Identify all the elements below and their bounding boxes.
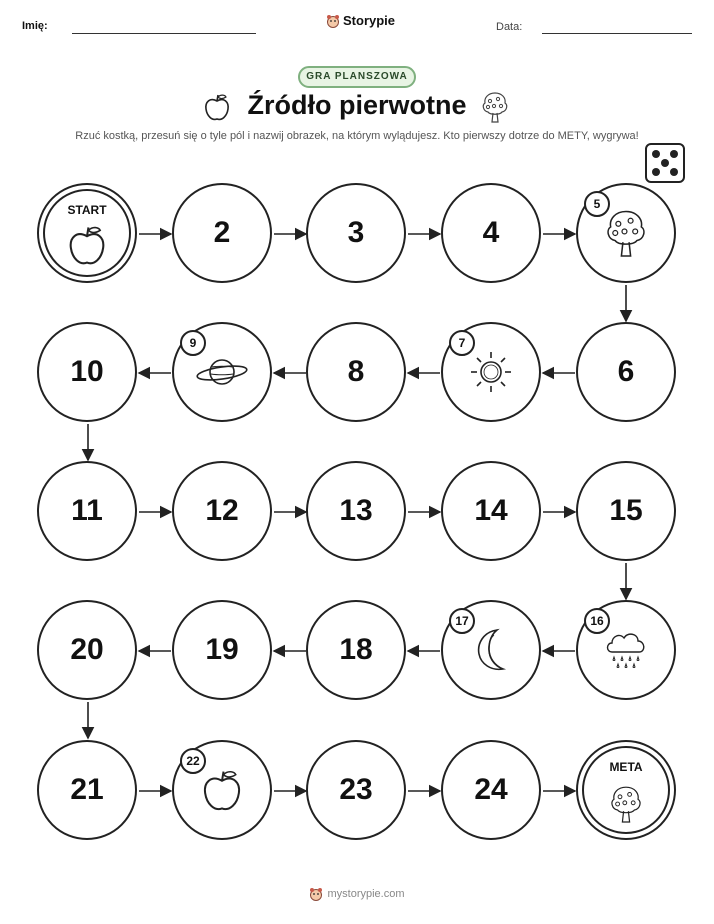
cell-18[interactable] — [306, 600, 406, 700]
date-label: Data: — [496, 21, 523, 33]
planet-icon — [195, 355, 249, 389]
cell-number: 14 — [474, 494, 508, 527]
cell-17[interactable] — [441, 600, 541, 700]
moon-icon — [469, 626, 513, 674]
cell-number: 20 — [70, 633, 104, 666]
cell-4[interactable] — [441, 183, 541, 283]
cell-11[interactable] — [37, 461, 137, 561]
cell-badge: 16 — [584, 608, 610, 634]
name-label: Imię: — [22, 20, 48, 32]
cell-14[interactable] — [441, 461, 541, 561]
cell-badge: 22 — [180, 748, 206, 774]
cell-number: 24 — [474, 773, 508, 806]
cell-16[interactable] — [576, 600, 676, 700]
cell-number: 11 — [71, 494, 103, 527]
cell-number: 12 — [205, 494, 239, 527]
cell-number: 2 — [213, 216, 231, 249]
brand-name: Storypie — [343, 13, 396, 28]
cell-21[interactable] — [37, 740, 137, 840]
cell-number: 8 — [347, 355, 365, 388]
cell-20[interactable] — [37, 600, 137, 700]
cell-badge: 5 — [584, 191, 610, 217]
page-title: Źródło pierwotne — [247, 90, 467, 120]
cell-9[interactable] — [172, 322, 272, 422]
footer — [0, 887, 714, 901]
start-label: START — [67, 203, 107, 217]
cell-15[interactable] — [576, 461, 676, 561]
sun-icon — [467, 348, 515, 396]
cell-3[interactable] — [306, 183, 406, 283]
cell-8[interactable] — [306, 322, 406, 422]
cell-10[interactable] — [37, 322, 137, 422]
finish-label: META — [609, 760, 643, 774]
cell-5[interactable] — [576, 183, 676, 283]
tree-icon — [608, 784, 644, 824]
cell-badge: 7 — [449, 330, 475, 356]
cell-badge: 17 — [449, 608, 475, 634]
mascot-icon — [309, 887, 323, 901]
cell-start[interactable] — [37, 183, 137, 283]
cell-number: 6 — [617, 355, 635, 388]
cell-19[interactable] — [172, 600, 272, 700]
cell-number: 10 — [70, 355, 104, 388]
instructions: Rzuć kostką, przesuń się o tyle pól i nazwij obrazek, na którym wylądujesz. Kto pierwszy dotrze do METY, wygrywa! — [75, 130, 639, 142]
cell-number: 15 — [609, 494, 643, 527]
cell-number: 23 — [339, 773, 373, 806]
cell-13[interactable] — [306, 461, 406, 561]
cell-2[interactable] — [172, 183, 272, 283]
cell-22[interactable] — [172, 740, 272, 840]
cell-number: 21 — [70, 773, 104, 806]
tree-icon — [603, 208, 649, 258]
cell-6[interactable] — [576, 322, 676, 422]
cell-24[interactable] — [441, 740, 541, 840]
footer-site[interactable]: mystorypie.com — [327, 888, 405, 900]
cell-meta[interactable] — [576, 740, 676, 840]
cell-number: 19 — [205, 633, 239, 666]
apple-icon — [202, 767, 242, 813]
cell-badge: 9 — [180, 330, 206, 356]
apple-icon — [67, 223, 107, 267]
game-type-badge: GRA PLANSZOWA — [298, 66, 416, 88]
cell-number: 4 — [482, 216, 500, 249]
cell-number: 18 — [339, 633, 373, 666]
cell-23[interactable] — [306, 740, 406, 840]
cell-7[interactable] — [441, 322, 541, 422]
cell-12[interactable] — [172, 461, 272, 561]
rain-cloud-icon — [602, 628, 650, 672]
cell-number: 3 — [347, 216, 365, 249]
cell-number: 13 — [339, 494, 373, 527]
